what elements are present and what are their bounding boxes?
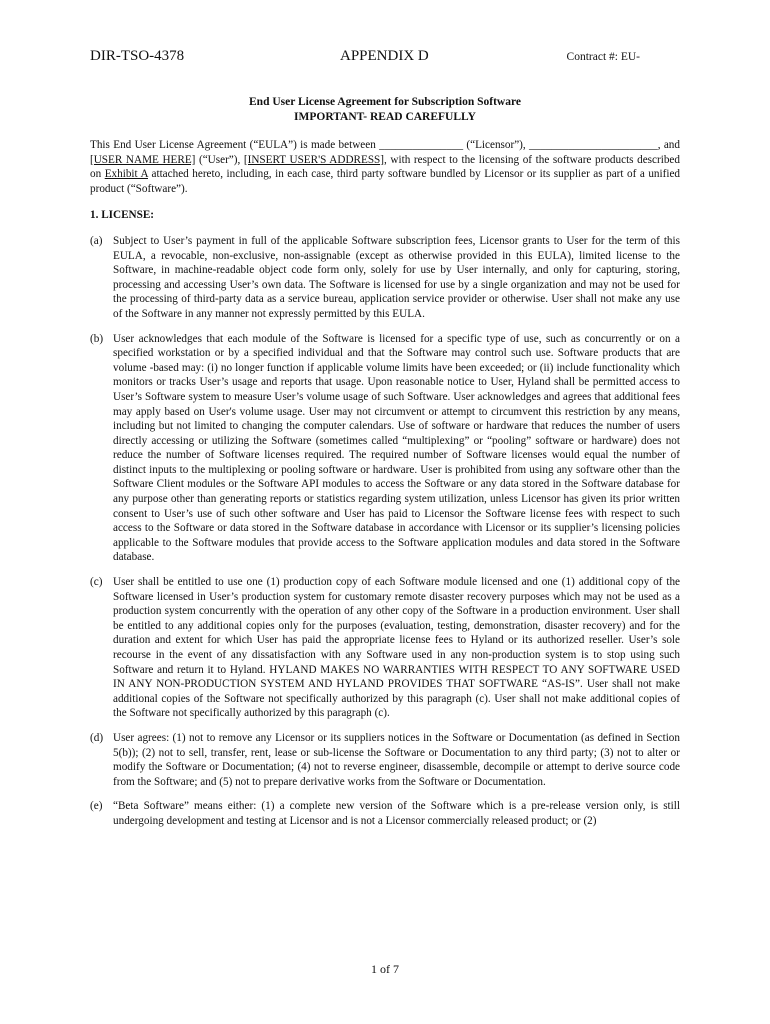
license-clause-d [90, 731, 680, 789]
intro-text-3: , with respect to the licensing of the software products described on [90, 153, 680, 181]
doc-id: DIR-TSO-4378 [90, 48, 185, 64]
license-clause-b [90, 332, 680, 566]
title-line-2: IMPORTANT- READ CAREFULLY [294, 111, 476, 123]
clause-label: (e) [90, 800, 103, 813]
agreement-title [90, 95, 680, 125]
clause-text: “Beta Software” means either: (1) a complete new version of the Software which is a pre-release version only, is still undergoing development and testing at Licensor and is not a Licensor commercially released product; or (2) [113, 800, 680, 827]
intro-paragraph [90, 138, 680, 196]
user-name-placeholder: [USER NAME HERE] [90, 153, 196, 166]
page-header [90, 48, 680, 68]
title-line-1: End User License Agreement for Subscription Software [249, 96, 521, 108]
exhibit-reference: Exhibit A [104, 168, 148, 181]
appendix-label: APPENDIX D [340, 48, 429, 64]
clause-text: User shall be entitled to use one (1) production copy of each Software module licensed and one (1) additional copy of the Software licensed in User’s production system for customary remote disaster recovery purposes which may not be used as a production system concurrently with the operation of any other copy of the Software in a production environment. User shall be entitled to any additional copies only for the purposes (evaluation, testing, demonstration, disaster recovery) and for the duration and extent for which User has paid the appropriate license fees to Hyland or its authorized reseller. User’s sole recourse in the event of any dissatisfaction with any Software used in any non-production system is to stop using such Software and return it to Hyland. HYLAND MAKES NO WARRANTIES WITH RESPECT TO ANY SOFTWARE USED IN ANY NON-PRODUCTION SYSTEM AND HYLAND PROVIDES THAT SOFTWARE “AS-IS”. User shall not make additional copies of the Software not specifically authorized by this paragraph (c). User shall not make additional copies of the Software not specifically authorized by this paragraph (c). [113, 576, 680, 720]
page-number: 1 of 7 [371, 962, 399, 976]
clause-text: Subject to User’s payment in full of the applicable Software subscription fees, Licensor grants to User for the term of this EULA, a revocable, non-exclusive, non-assignable (except as otherwise provided in this EULA), limited license to the Software, in machine-readable object code form only, solely for use by User internally, and only for capturing, storing, processing and accessing User’s own data. The Software is licensed for use by a single organization and may not be used for the processing of third-party data as a service bureau, application service provider or otherwise. User shall not make any use of the Software in any manner not expressly permitted by this EULA. [113, 234, 680, 320]
license-clause-a [90, 234, 680, 322]
clause-label: (d) [90, 731, 104, 744]
intro-text-2: (“User”), [195, 153, 244, 166]
section-heading-license: 1. LICENSE: [90, 209, 155, 222]
license-clause-e [90, 799, 680, 828]
license-clause-c [90, 575, 680, 721]
user-address-placeholder: [INSERT USER'S ADDRESS] [243, 153, 385, 166]
clause-text: User acknowledges that each module of the Software is licensed for a specific type of use, such as concurrently or on a specified workstation or by a specified individual and that the Software may control such use. Software products that are volume -based may: (i) no longer function if applicable volume limits have been exceeded; or (ii) include functionality which monitors or tracks User’s usage and reports that usage. Upon reasonable notice to User, Hyland shall be permitted access to User’s Software system to measure User’s volume usage of such Software. User acknowledges and agrees that additional fees may apply based on User's volume usage. User may not circumvent or attempt to circumvent this restriction by any means, including but not limited to changing the computer calendars. Use of software or hardware that reduces the number of users directly accessing or utilizing the Software (sometimes called “multiplexing” or “pooling” software or hardware) does not reduce the number of Software licenses required. The required number of Software licenses would equal the number of distinct inputs to the multiplexing or pooling software or hardware. User is prohibited from using any software other than the Software Client modules or the Software API modules to access the Software or any data stored in the Software database for any purpose other than generating reports or statistics regarding system utilization, unless Licensor has given its prior written consent to User’s use of such other software and User has paid to Licensor the Software license fees with respect to such access to the Software or data stored in the Software database in accordance with Licensor or its supplier’s licensing policies applicable to the Software modules that provide access to the Software application modules and data stored in the Software database. [113, 332, 680, 564]
clause-text: User agrees: (1) not to remove any Licensor or its suppliers notices in the Software or Documentation (as defined in Section 5(b)); (2) not to sell, transfer, rent, lease or sub-license the Software or Documentation to any third party; (3) not to alter or modify the Software or Documentation; (4) not to reverse engineer, disassemble, decompile or attempt to derive source code from the Software; and (5) not to prepare derivative works from the Software or Documentation. [113, 731, 680, 788]
intro-text-4: attached hereto, including, in each case, third party software bundled by Licensor or its supplier as part of a unified product (“Software”). [90, 168, 681, 195]
clause-label: (b) [90, 332, 104, 345]
clause-label: (c) [90, 576, 103, 589]
intro-text-1: This End User License Agreement (“EULA”) is made between _______________ (“Licensor”), _______________________, and [90, 139, 680, 151]
document-body [90, 138, 680, 839]
contract-number: Contract #: EU- [566, 51, 640, 63]
clause-label: (a) [90, 234, 103, 247]
